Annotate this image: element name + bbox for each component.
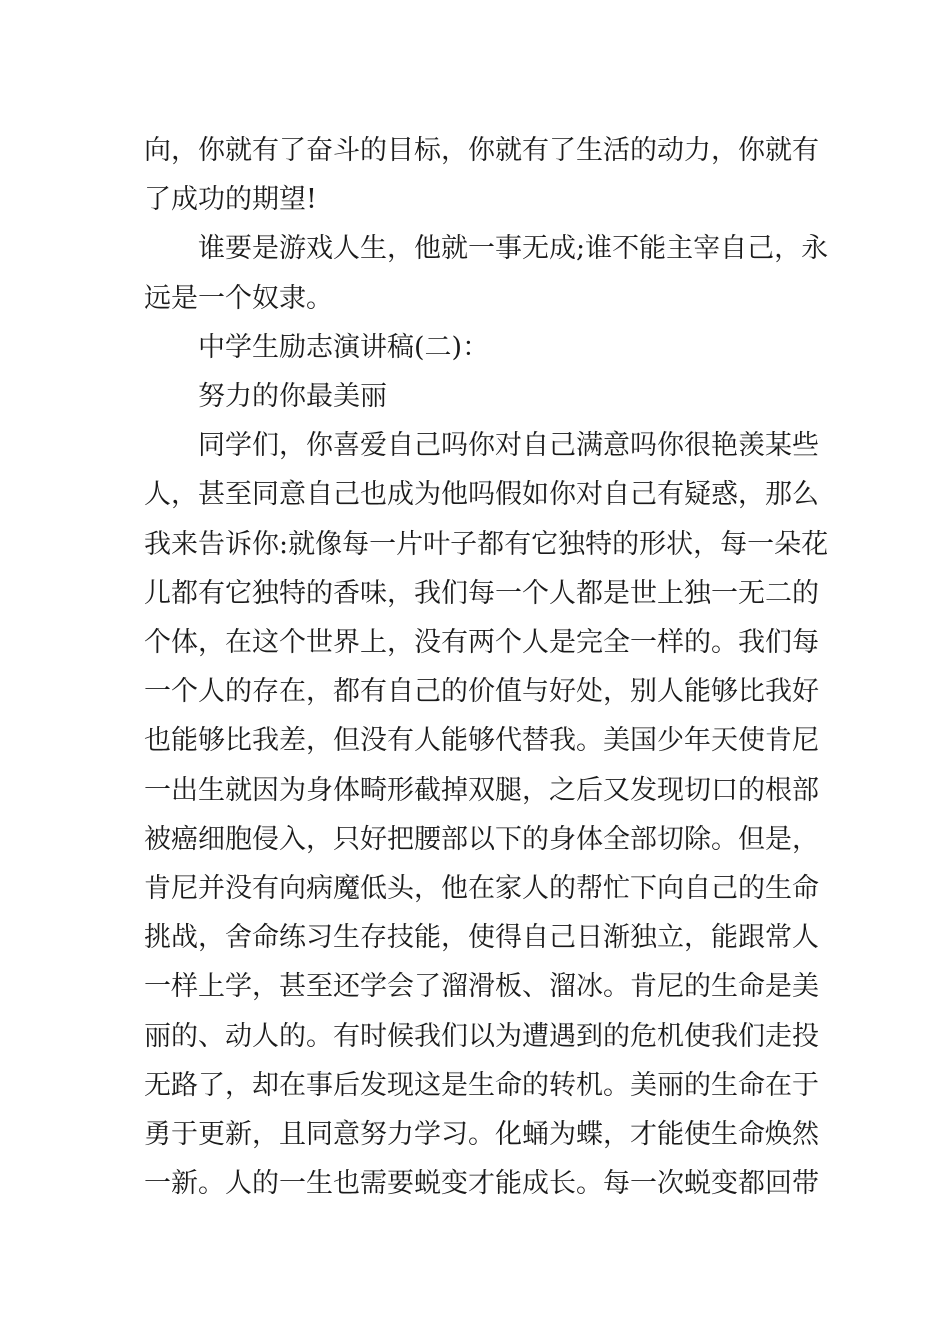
- paragraph-p5: [144, 421, 829, 1208]
- text-line: 一出生就因为身体畸形截掉双腿，之后又发现切口的根部: [144, 774, 819, 806]
- text-line: 儿都有它独特的香味，我们每一个人都是世上独一无二的: [144, 577, 819, 609]
- text-line: 勇于更新，且同意努力学习。化蛹为蝶，才能使生命焕然: [144, 1119, 819, 1151]
- text-line: 向，你就有了奋斗的目标，你就有了生活的动力，你就有: [144, 135, 819, 166]
- text-line: 丽的、动人的。有时候我们以为遭遇到的危机使我们走投: [144, 1020, 819, 1052]
- text-line: 了成功的期望!: [144, 184, 317, 216]
- paragraph-p3: [144, 323, 808, 372]
- text-line: 一个人的存在，都有自己的价值与好处，别人能够比我好: [144, 676, 819, 708]
- text-line: 同学们，你喜爱自己吗你对自己满意吗你很艳羡某些: [198, 430, 819, 462]
- text-line: 无路了，却在事后发现这是生命的转机。美丽的生命在于: [144, 1069, 819, 1101]
- text-line: 远是一个奴隶。: [144, 282, 333, 314]
- document-body: [144, 126, 829, 1208]
- text-line: 一新。人的一生也需要蜕变才能成长。每一次蜕变都回带: [144, 1168, 819, 1200]
- text-line: 我来告诉你:就像每一片叶子都有它独特的形状，每一朵花: [144, 528, 829, 560]
- text-line: 努力的你最美丽: [198, 381, 387, 413]
- text-line: 中学生励志演讲稿(二)：: [198, 331, 490, 363]
- paragraph-p1: [144, 126, 819, 224]
- text-line: 挑战，舍命练习生存技能，使得自己日渐独立，能跟常人: [144, 922, 819, 954]
- text-line: 人，甚至同意自己也成为他吗假如你对自己有疑惑，那么: [144, 479, 819, 511]
- text-line: 谁要是游戏人生，他就一事无成;谁不能主宰自己，永: [198, 233, 829, 265]
- text-line: 一样上学，甚至还学会了溜滑板、溜冰。肯尼的生命是美: [144, 971, 819, 1003]
- text-line: 被癌细胞侵入，只好把腰部以下的身体全部切除。但是，: [144, 823, 819, 855]
- text-line: 个体，在这个世界上，没有两个人是完全一样的。我们每: [144, 627, 819, 659]
- text-line: 肯尼并没有向病魔低头，他在家人的帮忙下向自己的生命: [144, 873, 819, 905]
- paragraph-p4: [144, 372, 808, 421]
- text-line: 也能够比我差，但没有人能够代替我。美国少年天使肯尼: [144, 725, 819, 757]
- paragraph-p2: [144, 224, 829, 322]
